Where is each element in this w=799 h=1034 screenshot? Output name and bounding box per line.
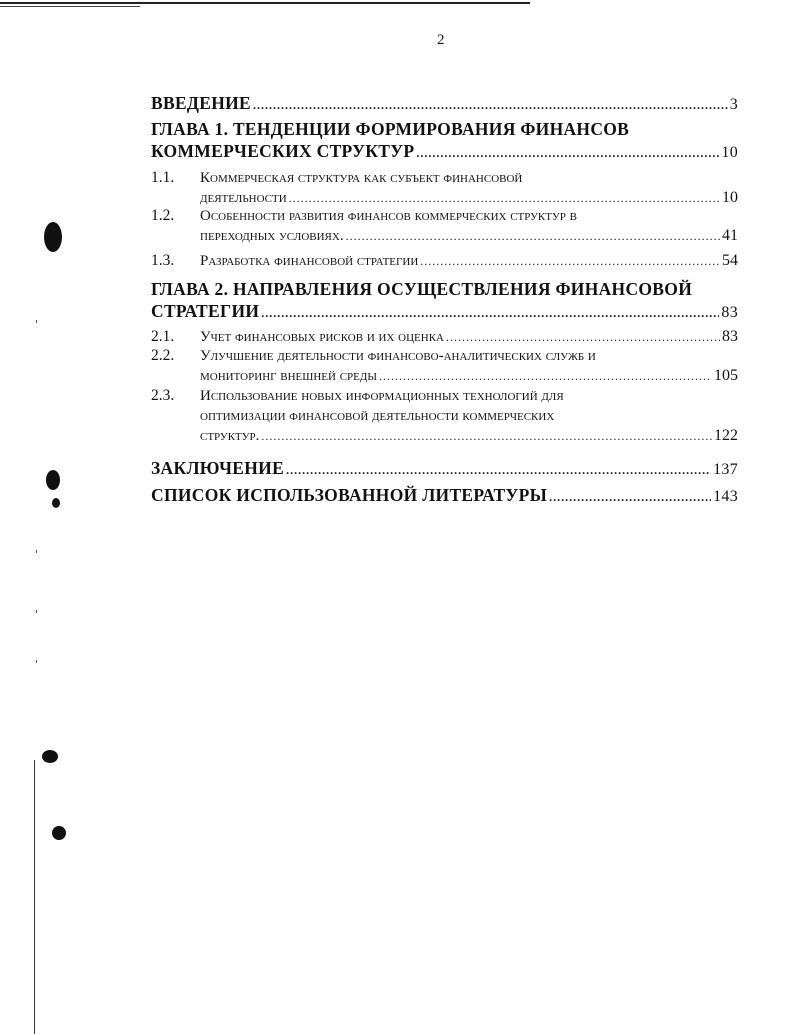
toc-page-number: 3 — [729, 96, 738, 113]
toc-page-number: 122 — [714, 427, 738, 444]
toc-title: Учет финансовых рисков и их оценка — [200, 329, 444, 345]
toc-line — [151, 92, 738, 114]
toc-title: ГЛАВА 2. НАПРАВЛЕНИЯ ОСУЩЕСТВЛЕНИЯ ФИНАНСОВОЙ — [151, 279, 693, 299]
toc-entry[interactable] — [151, 278, 738, 322]
toc-line — [151, 118, 738, 140]
dot-leader — [416, 140, 719, 164]
toc-page-number: 137 — [713, 461, 738, 478]
dot-leader — [446, 327, 720, 347]
dot-leader — [286, 457, 711, 481]
toc-line — [151, 168, 738, 188]
toc-entry[interactable] — [151, 457, 738, 479]
toc-line — [151, 366, 738, 386]
dot-leader — [261, 300, 719, 324]
toc-title: Использование новых информационных технологий для — [200, 388, 564, 404]
toc-title: структур. — [200, 428, 260, 444]
toc-line — [151, 226, 738, 246]
toc-entry[interactable] — [151, 484, 738, 506]
toc-line — [151, 426, 738, 446]
toc-line — [151, 457, 738, 479]
toc-title: ВВЕДЕНИЕ — [151, 93, 252, 113]
toc-title: Особенности развития финансов коммерческих структур в — [200, 208, 577, 224]
toc-line — [151, 188, 738, 208]
section-number: 2.2. — [151, 347, 175, 364]
toc-title: Улучшение деятельности финансово-аналитических служб и — [200, 348, 596, 364]
section-number: 2.3. — [151, 387, 175, 404]
scan-edge-line — [0, 6, 140, 7]
toc-title: ЗАКЛЮЧЕНИЕ — [151, 458, 285, 478]
toc-page-number: 41 — [722, 227, 738, 244]
section-number: 1.2. — [151, 207, 175, 224]
scan-edge-line — [0, 2, 530, 4]
dot-leader — [289, 188, 720, 208]
toc-entry[interactable] — [151, 168, 738, 208]
toc-page-number: 105 — [714, 367, 738, 384]
toc-title: КОММЕРЧЕСКИХ СТРУКТУР — [151, 141, 415, 161]
toc-page-number: 54 — [722, 252, 738, 269]
dot-leader — [420, 251, 720, 271]
toc-line — [151, 386, 738, 406]
toc-entry[interactable] — [151, 251, 738, 271]
toc-line — [151, 300, 738, 322]
dot-leader — [346, 226, 720, 246]
toc-line — [151, 346, 738, 366]
scan-speck — [36, 320, 37, 323]
toc-title: мониторинг внешней среды — [200, 368, 377, 384]
toc-title: СПИСОК ИСПОЛЬЗОВАННОЙ ЛИТЕРАТУРЫ — [151, 485, 548, 505]
toc-line — [151, 206, 738, 226]
toc-entry[interactable] — [151, 118, 738, 162]
toc-entry[interactable] — [151, 206, 738, 246]
toc-page-number: 83 — [722, 328, 738, 345]
dot-leader — [379, 366, 712, 386]
toc-page-number: 83 — [721, 304, 738, 321]
punch-hole-artifact — [44, 222, 62, 252]
toc-title: Коммерческая структура как субъект финансовой — [200, 170, 523, 186]
scan-speck — [36, 550, 37, 553]
punch-hole-artifact — [46, 470, 60, 490]
toc-title: деятельности — [200, 190, 287, 206]
toc-page-number: 10 — [721, 144, 738, 161]
dot-leader — [549, 484, 711, 508]
toc-line — [151, 140, 738, 162]
toc-page-number: 10 — [722, 189, 738, 206]
section-number: 1.1. — [151, 169, 175, 186]
toc-title: Разработка финансовой стратегии — [200, 253, 419, 269]
toc-entry[interactable] — [151, 327, 738, 347]
scan-speck — [36, 610, 37, 613]
section-number: 1.3. — [151, 252, 175, 269]
dot-leader — [261, 426, 712, 446]
toc-line — [151, 406, 738, 426]
toc-line — [151, 251, 738, 271]
toc-title: оптимизации финансовой деятельности коммерческих — [200, 408, 555, 424]
toc-line — [151, 327, 738, 347]
dot-leader — [253, 92, 728, 116]
toc-title: ГЛАВА 1. ТЕНДЕНЦИИ ФОРМИРОВАНИЯ ФИНАНСОВ — [151, 119, 630, 139]
page-number: 2 — [437, 32, 445, 48]
toc-entry[interactable] — [151, 92, 738, 114]
punch-hole-artifact — [52, 498, 60, 508]
toc-title: переходных условиях. — [200, 228, 344, 244]
toc-entry[interactable] — [151, 346, 738, 386]
toc-line — [151, 484, 738, 506]
section-number: 2.1. — [151, 328, 175, 345]
toc-entry[interactable] — [151, 386, 738, 446]
punch-hole-artifact — [42, 750, 58, 763]
toc-page-number: 143 — [713, 488, 738, 505]
toc-line — [151, 278, 738, 300]
scan-speck — [36, 660, 37, 663]
scan-edge-line — [34, 760, 35, 1034]
toc-title: СТРАТЕГИИ — [151, 301, 260, 321]
punch-hole-artifact — [52, 826, 66, 840]
